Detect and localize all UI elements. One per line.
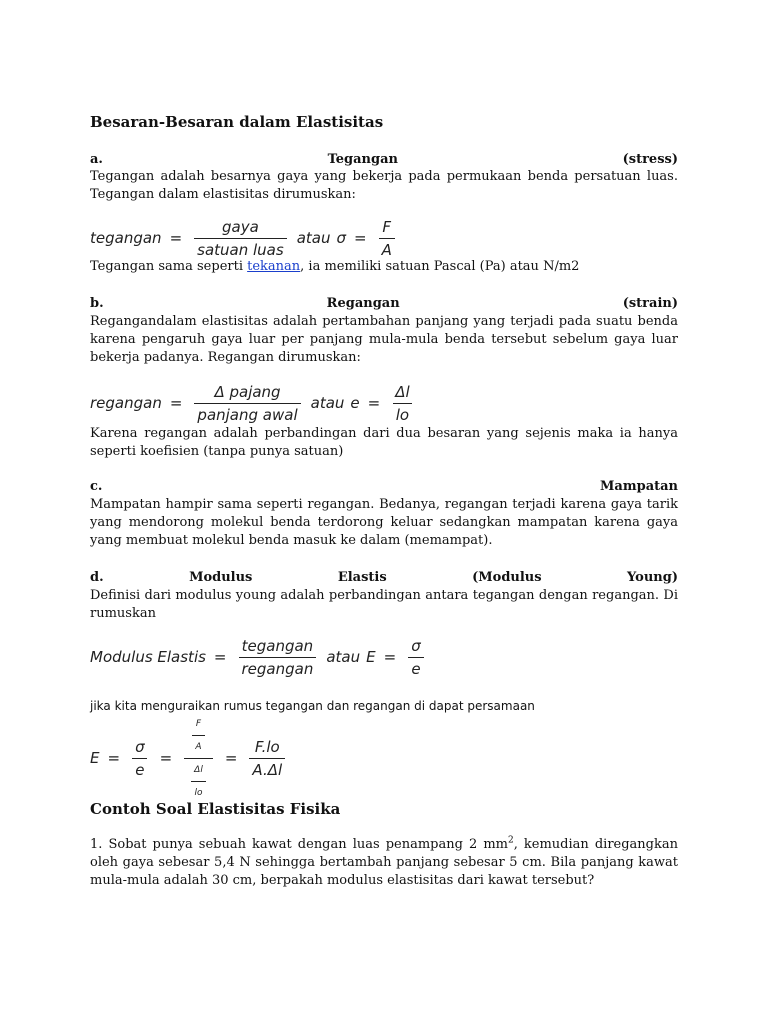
stress-lhs: tegangan: [90, 229, 162, 247]
stress-formula: [90, 216, 678, 260]
sigma-over-e-fraction: [408, 637, 424, 678]
section-c-name: Mampatan: [600, 479, 678, 494]
equals-sign: =: [169, 394, 183, 412]
modulus-fraction: [239, 637, 317, 678]
unit-text-before: Tegangan sama seperti: [90, 259, 248, 274]
question-superscript: 2: [507, 835, 514, 846]
section-d-word-2: Elastis: [337, 570, 387, 585]
equals-sign: =: [353, 229, 367, 247]
section-d-word-4: Young): [627, 570, 678, 585]
modulus-denominator: regangan: [239, 657, 317, 678]
section-b-tag: (strain): [622, 296, 678, 311]
strain-lhs: regangan: [90, 394, 162, 412]
section-b-coefficient-paragraph: Karena regangan adalah perbandingan dari dua besaran yang sejenis maka ia hanya seperti koefisien (tanpa punya satuan): [90, 426, 678, 459]
modulus-lhs: Modulus Elastis: [90, 648, 206, 666]
delta-l-symbol: Δl: [194, 764, 203, 775]
section-b-heading: [90, 295, 678, 313]
section-c-heading: [90, 478, 678, 496]
compound-denominator: [184, 758, 213, 802]
equals-sign: =: [169, 229, 183, 247]
sigma-symbol: σ: [411, 636, 421, 655]
l0-symbol: lo: [191, 781, 205, 802]
expanded-modulus-formula: [90, 718, 678, 798]
l0-symbol: lo: [393, 403, 412, 424]
strain-denominator: panjang awal: [194, 403, 300, 424]
force-symbol: F: [382, 217, 392, 236]
delta-l-fraction: [392, 383, 412, 424]
example-heading: Contoh Soal Elastisitas Fisika: [90, 800, 341, 818]
force-symbol: F: [195, 718, 202, 729]
sigma-e-fraction: [132, 738, 148, 779]
modulus-numerator: tegangan: [241, 636, 314, 655]
section-c-paragraph: Mampatan hampir sama seperti regangan. Bedanya, regangan terjadi karena gaya tarik yang mendorong molekul benda terdorong keluar sedangkan mampatan karena gaya yang membuat molekul benda masuk ke dalam (memampat).: [90, 497, 678, 548]
section-a-tag: (stress): [622, 152, 678, 167]
strain-formula: [90, 380, 678, 426]
equals-sign: =: [213, 648, 227, 666]
delta-l-over-l0-fraction: [191, 761, 206, 802]
final-numerator: F.lo: [254, 737, 280, 756]
section-d-expand-paragraph: jika kita menguraikan rumus tegangan dan regangan di dapat persamaan: [90, 699, 535, 713]
section-d-word-3: (Modulus: [472, 570, 542, 585]
section-d-letter: d.: [90, 570, 104, 585]
page-title: Besaran-Besaran dalam Elastisitas: [90, 113, 384, 131]
delta-l-symbol: Δl: [395, 382, 410, 401]
question-text-a: 1. Sobat punya sebuah kawat dengan luas penampang 2 mm: [90, 837, 508, 852]
e-symbol: e: [408, 657, 423, 678]
sigma-symbol: σ: [135, 737, 145, 756]
section-d-paragraph: Definisi dari modulus young adalah perbandingan antara tegangan dengan regangan. Di rumuskan: [90, 588, 678, 621]
stress-numerator: gaya: [222, 217, 259, 236]
area-symbol: A: [379, 238, 395, 259]
section-a-name: Tegangan: [327, 152, 398, 167]
section-b-name: Regangan: [326, 296, 400, 311]
equals-sign: =: [224, 749, 238, 767]
E-symbol: E: [366, 648, 376, 666]
atau-word: atau: [310, 394, 345, 412]
section-c-letter: c.: [90, 479, 103, 494]
f-over-a-fraction: [379, 218, 395, 259]
unit-text-after: , ia memiliki satuan Pascal (Pa) atau N/m2: [300, 259, 580, 274]
e-symbol: e: [350, 394, 360, 412]
sigma-symbol: σ: [336, 229, 346, 247]
section-d-word-1: Modulus: [189, 570, 253, 585]
section-b-letter: b.: [90, 296, 104, 311]
example-question-1: [90, 836, 678, 890]
equals-sign: =: [383, 648, 397, 666]
e-symbol: e: [132, 758, 147, 779]
section-a-paragraph: Tegangan adalah besarnya gaya yang bekerja pada permukaan benda persatuan luas. Tegangan dalam elastisitas dirumuskan:: [90, 169, 678, 202]
question-text-b: , kemudian diregangkan oleh gaya sebesar 5,4 N sehingga bertambah panjang sebesar 5 cm. Bila panjang kawat mula-mula adalah 30 cm, berpakah modulus elastisitas dari kawat tersebut?: [90, 837, 678, 888]
f-over-a-fraction: [192, 715, 204, 756]
atau-word: atau: [326, 648, 361, 666]
stress-fraction: [194, 218, 287, 259]
tekanan-link[interactable]: tekanan: [247, 259, 301, 274]
strain-fraction: [194, 383, 300, 424]
section-a-heading: [90, 151, 678, 169]
stress-denominator: satuan luas: [194, 238, 287, 259]
equals-sign: =: [107, 749, 121, 767]
section-d-heading: [90, 569, 678, 587]
strain-numerator: Δ pajang: [214, 382, 281, 401]
final-denominator: A.Δl: [249, 758, 285, 779]
section-b-paragraph: Regangandalam elastisitas adalah pertambahan panjang yang terjadi pada suatu benda karena pengaruh gaya luar per panjang mula-mula benda tersebut sebelum gaya luar bekerja padanya. Regangan dirumuskan:: [90, 314, 678, 365]
section-a-letter: a.: [90, 152, 103, 167]
section-a-unit-paragraph: [90, 258, 678, 276]
equals-sign: =: [367, 394, 381, 412]
E-lhs: E: [90, 749, 100, 767]
atau-word: atau: [296, 229, 331, 247]
final-fraction: [249, 738, 285, 779]
compound-numerator: [185, 715, 211, 758]
area-symbol: A: [192, 735, 204, 756]
equals-sign: =: [159, 749, 173, 767]
modulus-formula: [90, 634, 678, 680]
compound-fraction: [184, 715, 213, 802]
